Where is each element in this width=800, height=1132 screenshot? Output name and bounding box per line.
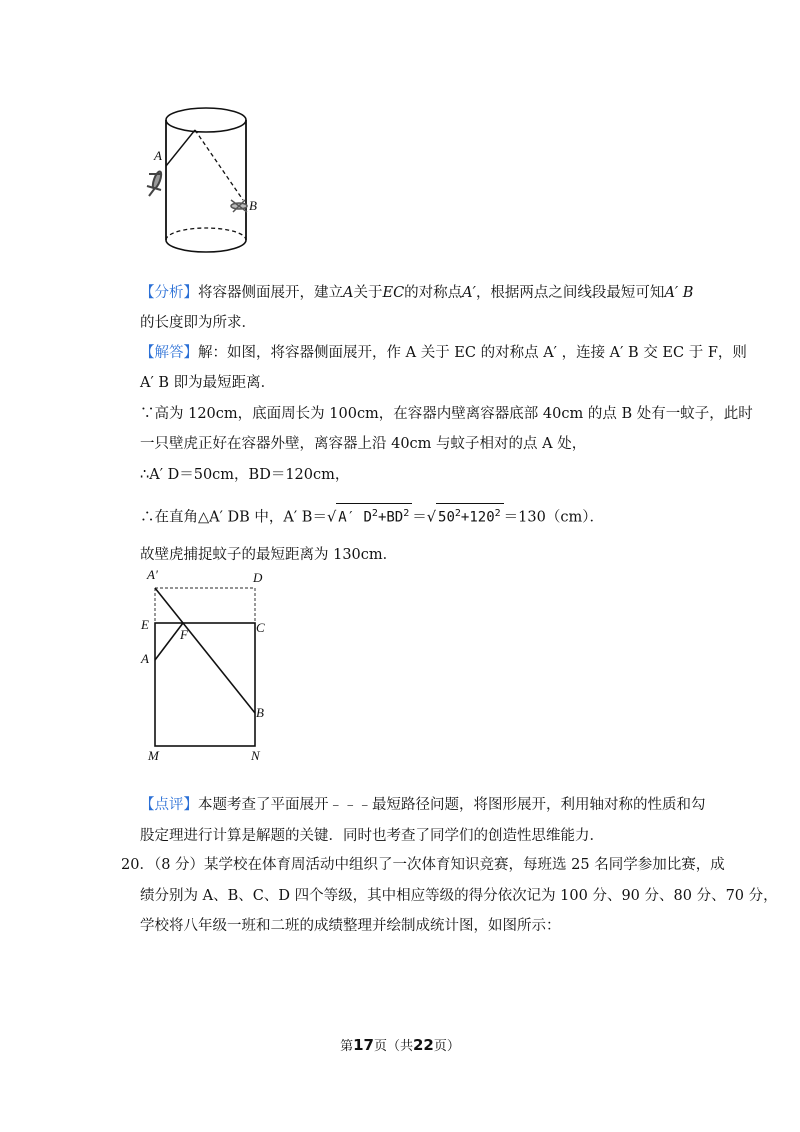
segment-ec: EC [382, 285, 405, 301]
question-20-line-2: 绩分别为 A、B、C、D 四个等级，其中相应等级的得分依次记为 100 分、90 分、80 分、70 分， [140, 888, 778, 904]
question-20-line-3: 学校将八年级一班和二班的成绩整理并绘制成统计图，如图所示： [140, 918, 561, 934]
analysis-text: ，根据两点之间线段最短可知 [475, 285, 665, 301]
cylinder-label-a: A [154, 148, 162, 163]
answer-line-1 [140, 343, 747, 363]
answer-text: ∴在直角△A′ DB 中，A′ B＝ [140, 509, 327, 526]
answer-line-6 [140, 503, 604, 528]
analysis-tag: 【分析】 [140, 285, 198, 301]
review-tag: 【点评】 [140, 797, 198, 813]
review-text: 本题考查了平面展开﹣﹣﹣最短路径问题，将图形展开，利用轴对称的性质和勾 [198, 797, 706, 813]
footer-text: 页） [433, 1039, 460, 1054]
analysis-text: 将容器侧面展开，建立 [198, 285, 343, 301]
review-line-1 [140, 795, 706, 815]
page-footer [0, 1035, 800, 1054]
segment-aprime-b: A′ B [664, 285, 694, 301]
cylinder-figure [135, 100, 275, 255]
exponent: 2 [371, 508, 378, 519]
analysis-text: 关于 [353, 285, 383, 301]
fig-label-aprime: A′ [147, 567, 158, 582]
radicand-term: +BD [377, 509, 404, 526]
exponent: 2 [494, 508, 501, 519]
point-aprime: A′ [462, 285, 476, 301]
answer-line-7: 故壁虎捕捉蚊子的最短距离为 130cm． [140, 547, 398, 563]
exponent: 2 [403, 508, 410, 519]
gecko-icon [147, 171, 163, 196]
fig-label-c: C [256, 620, 265, 635]
sqrt-expression-2: √ $50^2+120^2$ [427, 503, 504, 528]
analysis-line-1 [140, 283, 693, 303]
footer-text: 第 [340, 1039, 354, 1054]
answer-text: ＝130（cm）． [503, 509, 604, 526]
exponent: 2 [454, 508, 461, 519]
equals-sign: ＝ [412, 509, 427, 526]
answer-line-3: ∵高为 120cm，底面周长为 100cm，在容器内壁离容器底部 40cm 的点 B 处有一蚊子，此时 [140, 406, 753, 422]
answer-line-5: ∴A′ D＝50cm，BD＝120cm， [140, 467, 350, 483]
fig-label-d: D [253, 570, 263, 585]
radicand-term: +120 [460, 509, 495, 526]
cylinder-label-b: B [249, 198, 257, 213]
fig-label-f: F [180, 627, 188, 642]
point-a: A [343, 285, 354, 301]
fig-label-n: N [251, 748, 260, 763]
question-20-line-1: 20．（8 分）某学校在体育周活动中组织了一次体育知识竞赛，每班选 25 名同学参加比赛，成 [121, 857, 725, 873]
fig-label-e: E [141, 617, 149, 632]
fig-label-m: M [148, 748, 159, 763]
analysis-line-2: 的长度即为所求． [140, 315, 256, 331]
analysis-text: 的对称点 [404, 285, 463, 301]
fig-label-a: A [141, 651, 149, 666]
answer-tag: 【解答】 [140, 345, 198, 361]
answer-text: 解：如图，将容器侧面展开，作 A 关于 EC 的对称点 A′ ，连接 A′ B 交 EC 于 F，则 [198, 345, 747, 361]
total-pages: 22 [413, 1036, 434, 1054]
page-number: 17 [353, 1036, 374, 1054]
answer-line-2: A′ B 即为最短距离． [140, 375, 276, 391]
review-line-2: 股定理进行计算是解题的关键．同时也考查了同学们的创造性思维能力． [140, 828, 604, 844]
answer-line-4: 一只壁虎正好在容器外壁，离容器上沿 40cm 与蚊子相对的点 A 处， [140, 436, 587, 452]
unfolded-figure [140, 570, 280, 765]
sqrt-expression-1: √ A′ $D^2+BD^2$ [327, 503, 412, 528]
mosquito-icon [231, 200, 247, 212]
fig-label-b: B [256, 705, 264, 720]
radicand-term: 50 [438, 509, 455, 526]
footer-text: 页（共 [373, 1039, 413, 1054]
radicand-term: A′ D [338, 509, 372, 526]
